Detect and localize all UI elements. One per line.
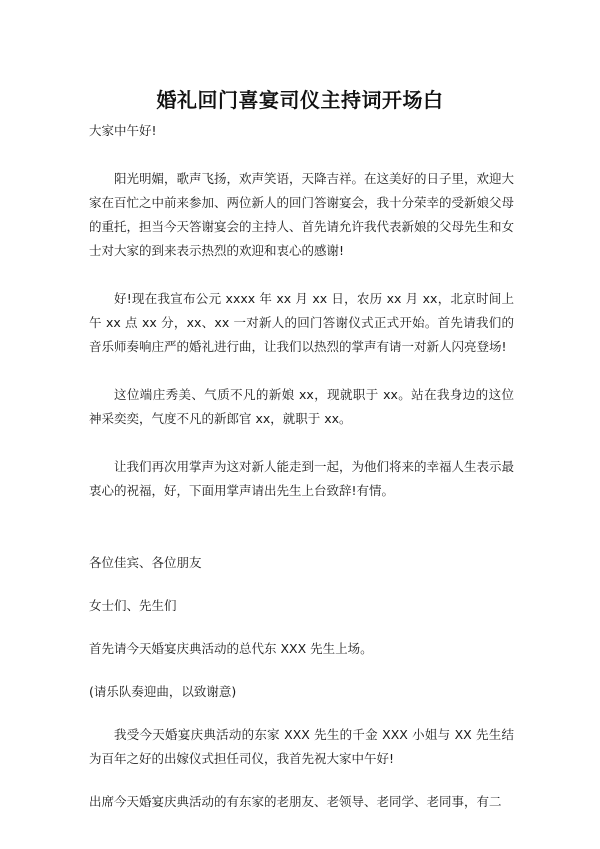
body-paragraph: 阳光明媚，歌声飞扬，欢声笑语，天降吉祥。在这美好的日子里，欢迎大家在百忙之中前来参加、两位新人的回门答谢宴会，我十分荣幸的受新娘父母的重托，担当今天答谢宴会的主持人、首先请允许我代表新娘的父母先生和女士对大家的到来表示热烈的欢迎和衷心的感谢! [89, 171, 515, 258]
greeting-paragraph: 大家中午好! [89, 123, 157, 138]
body-paragraph: 出席今天婚宴庆典活动的有东家的老朋友、老领导、老同学、老同事，有二 [89, 794, 502, 809]
document-title: 婚礼回门喜宴司仪主持词开场白 [156, 88, 444, 112]
body-paragraph: 女士们、先生们 [89, 598, 177, 613]
body-paragraph: 各位佳宾、各位朋友 [89, 555, 202, 570]
body-paragraph: (请乐队奏迎曲，以致谢意) [89, 684, 237, 699]
document-body [89, 119, 514, 814]
body-paragraph: 让我们再次用掌声为这对新人能走到一起，为他们将来的幸福人生表示最衷心的祝福，好，下面用掌声请出先生上台致辞!有情。 [89, 459, 515, 498]
body-paragraph: 这位端庄秀美、气质不凡的新娘 xx，现就职于 xx。站在我身边的这位神采奕奕，气度不凡的新郎官 xx，就职于 xx。 [89, 387, 514, 426]
body-paragraph: 我受今天婚宴庆典活动的东家 XXX 先生的千金 XXX 小姐与 XX 先生结为百年之好的出嫁仪式担任司仪，我首先祝大家中午好! [89, 727, 514, 766]
body-paragraph: 好!现在我宣布公元 xxxx 年 xx 月 xx 日，农历 xx 月 xx，北京时间上午 xx 点 xx 分，xx、xx 一对新人的回门答谢仪式正式开始。首先请我们的音乐师奏响庄严的婚礼进行曲，让我们以热烈的掌声有请一对新人闪亮登场! [89, 291, 514, 354]
body-paragraph: 首先请今天婚宴庆典活动的总代东 XXX 先生上场。 [89, 641, 373, 656]
